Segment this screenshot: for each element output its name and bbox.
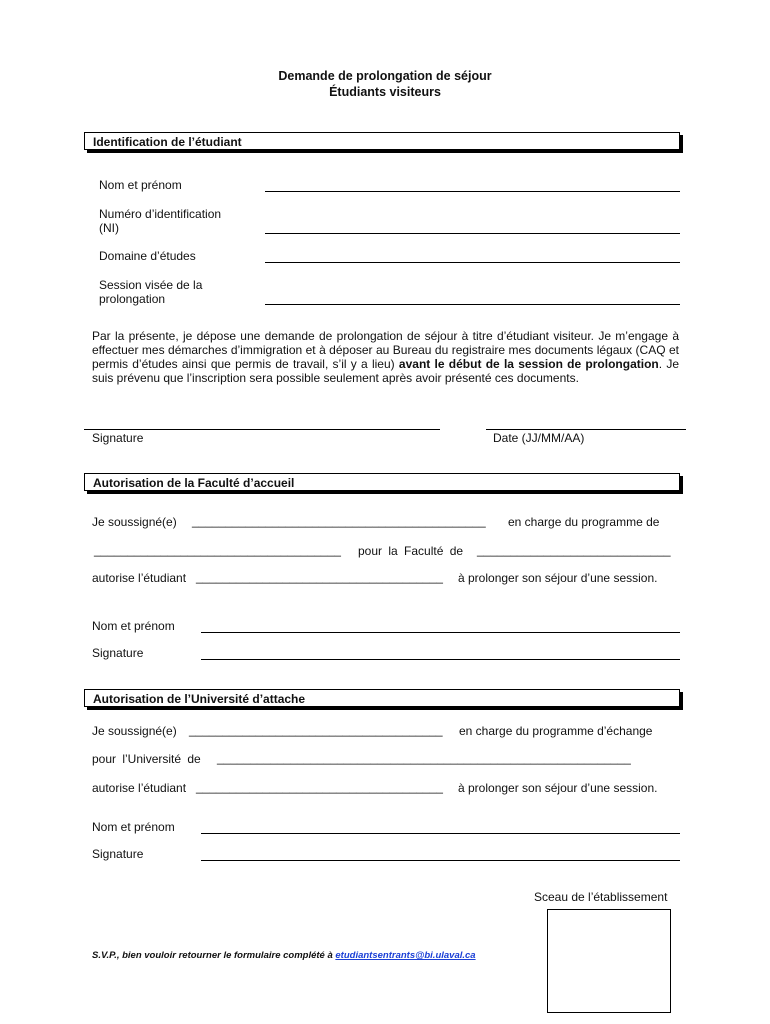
- name-label: Nom et prénom: [99, 178, 182, 192]
- faculty-signature-label: Signature: [92, 646, 144, 660]
- faculty-name-field[interactable]: _____________________________: [477, 543, 671, 557]
- faculty-name-label: Nom et prénom: [92, 619, 175, 633]
- faculty-extend-label: à prolonger son séjour d’une session.: [458, 571, 658, 585]
- session-label-line1: Session visée de la: [99, 278, 203, 292]
- university-student-field[interactable]: _____________________________________: [196, 780, 443, 794]
- name-field[interactable]: [265, 191, 680, 192]
- date-label: Date (JJ/MM/AA): [493, 431, 585, 445]
- declaration-bold: avant le début de la session de prolongation: [398, 357, 659, 371]
- faculty-program-label: en charge du programme de: [508, 515, 660, 529]
- student-signature-field[interactable]: [84, 429, 440, 430]
- university-signature-field[interactable]: [201, 860, 680, 861]
- section-faculty-heading: Autorisation de la Faculté d’accueil: [84, 473, 680, 491]
- page-title: Demande de prolongation de séjour: [278, 69, 492, 83]
- faculty-student-field[interactable]: _____________________________________: [196, 570, 443, 584]
- university-of-label: pour l’Université de: [92, 752, 201, 766]
- ni-field[interactable]: [265, 233, 680, 234]
- university-name-signer-field[interactable]: [201, 833, 680, 834]
- date-field[interactable]: [486, 429, 686, 430]
- faculty-program-field[interactable]: _____________________________________: [94, 543, 341, 557]
- university-name-field[interactable]: ______________________________________________________________: [217, 751, 631, 765]
- university-signature-label: Signature: [92, 847, 144, 861]
- seal-box: [547, 909, 671, 1013]
- domain-label: Domaine d’études: [99, 249, 196, 263]
- university-program-label: en charge du programme d’échange: [459, 724, 653, 738]
- student-signature-label: Signature: [92, 431, 144, 445]
- faculty-undersigned-label: Je soussigné(e): [92, 515, 177, 529]
- page-subtitle: Étudiants visiteurs: [329, 85, 441, 99]
- faculty-signature-field[interactable]: [201, 659, 680, 660]
- ni-label-line1: Numéro d’identification: [99, 207, 222, 221]
- faculty-undersigned-field[interactable]: ____________________________________________: [192, 514, 486, 528]
- session-field[interactable]: [265, 304, 680, 305]
- section-university-heading: Autorisation de l’Université d’attache: [84, 689, 680, 707]
- email-link[interactable]: etudiantsentrants@bi.ulaval.ca: [335, 950, 476, 961]
- seal-label: Sceau de l’établissement: [534, 890, 668, 904]
- university-undersigned-label: Je soussigné(e): [92, 724, 177, 738]
- domain-field[interactable]: [265, 262, 680, 263]
- declaration-paragraph: Par la présente, je dépose une demande de prolongation de séjour à titre d’étudiant visiteur. Je m’engage à effectuer mes démarches d’immigration et à déposer au Bureau du registraire mes documents légaux (CAQ et permis d’études ainsi que permis de travail, s’il y a lieu) avant le début de la session de prolongation. Je suis prévenu que l’inscription sera possible seulement après avoir présenté ces documents.: [92, 329, 680, 385]
- faculty-authorize-label: autorise l’étudiant: [92, 571, 187, 585]
- university-undersigned-field[interactable]: ______________________________________: [189, 723, 443, 737]
- university-extend-label: à prolonger son séjour d’une session.: [458, 781, 658, 795]
- university-authorize-label: autorise l’étudiant: [92, 781, 187, 795]
- university-name-label: Nom et prénom: [92, 820, 175, 834]
- section-identification-heading: Identification de l’étudiant: [84, 132, 680, 150]
- faculty-of-label: pour la Faculté de: [358, 544, 464, 558]
- ni-label-line2: (NI): [99, 221, 119, 235]
- faculty-name-signer-field[interactable]: [201, 632, 680, 633]
- footer-note: S.V.P., bien vouloir retourner le formulaire complété à etudiantsentrants@bi.ulaval.ca: [92, 950, 476, 961]
- session-label-line2: prolongation: [99, 292, 166, 306]
